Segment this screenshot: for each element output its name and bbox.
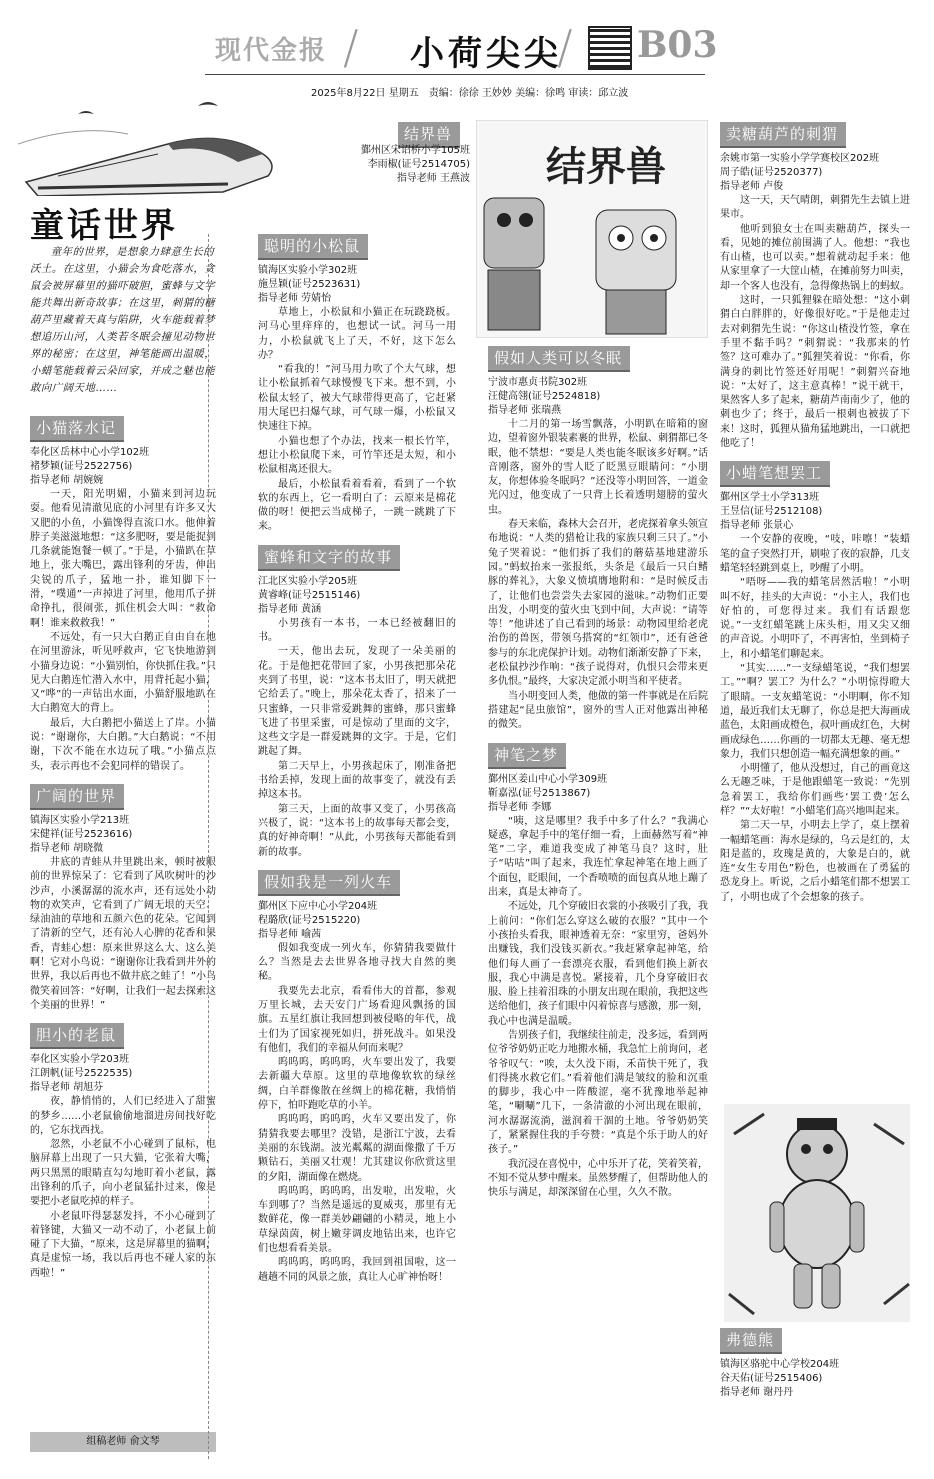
article-a12: [720, 1326, 910, 1400]
article-school: 余姚市第一实验小学学赛校区202班: [720, 153, 880, 164]
article-a9: [488, 741, 708, 1201]
article-paragraph: 最后，小松鼠看着看着，看到了一个软软的东西上，它一看明白了：云原来是棉花做的呀！便把云当成梯子，一跳一跳跳了下来。: [258, 478, 456, 533]
article-school: 镇海区骆驼中心学校204班: [720, 1359, 840, 1370]
article-title: 假如人类可以冬眠: [488, 346, 630, 372]
page-number: B03: [637, 24, 718, 66]
article-paragraph: 小老鼠吓得瑟瑟发抖，不小心碰到了着锋键，大猫又一动不动了，小老鼠上前碰了下大猫，“原来，这是屏幕里的猫啊，真是虚惊一场，我以后再也不碰人家的东西啦！”: [30, 1210, 216, 1279]
divider: /: [343, 20, 359, 74]
column-rule: [208, 234, 210, 1459]
article-title: 结界兽: [398, 122, 460, 148]
article-paragraph: “其实……”一支绿蜡笔说，“我们想罢工。”“啊？罢工？为什么？”小明惊得瞪大了眼睛。一支灰蜡笔说：“小明啊，你不知道，最近我们太无聊了，你总是把大海画成蓝色，太阳画成橙色，叔叶画成红色，大树画成绿色……你画的一切都太无趣、毫无想象力，我们只想创造一幅充满想象的画。”: [720, 663, 910, 760]
bear-drawing: [724, 1104, 910, 1322]
article-school: 奉化区实验小学203班: [30, 1054, 130, 1066]
article-author: 施昱颖(证号2523631): [258, 279, 361, 290]
article-school: 鄞州区学士小学313班: [720, 492, 820, 504]
article-paragraph: 井底的青蛙从井里跳出来，顿时被眼前的世界惊呆了：它看到了风吹树叶的沙沙声，小溪潺潺的流水声，还有远处小动物的欢笑声，它看到了广阔无垠的天空、绿油油的草地和五颜六色的花朵。它闻到了清新的空气，还有沁人心脾的花香和果香，青蛙心想：原来世界这么大、这么美啊！它对小鸟说：“谢谢你让我看到井外的世界，我以后再也不做井底之蛙了！”小鸟微笑着回答：“好啊，让我们一起去探索这个美丽的世界！”: [30, 856, 216, 1011]
article-teacher: 指导老师 卢俊: [720, 181, 784, 192]
article-paragraph: 十二月的第一场雪飘落，小明趴在暗箱的窗边，望着窗外银装素裹的世界，松鼠、刺猬都已冬眠，他不禁想：“要是人类也能冬眠该多好啊。”话音刚落，窗外的雪人眨了眨黑豆眼睛问：“小朋友，你想体验冬眠吗？”还没等小明回答，一道金光闪过，他变成了一只背上长着透明翅膀的萤火虫。: [488, 419, 708, 516]
article-teacher: 指导老师 张景心: [720, 520, 794, 532]
article-author: 谷天佑(证号2515406): [720, 1373, 823, 1384]
article-paragraph: 这时，一只狐狸躲在暗处想：“这小刺猬白白胖胖的，好像很好吃。”于是他走过去对刺猬先生说：“你这山楂没竹签，拿在手里不黏手吗？”刺猬说：“我那来的竹签？这可难办了。”狐狸笑着说：“你看，你满身的刺比竹签还好用呢！”刺猬兴奋地说：“太好了，这主意真棒！”说干就干，果然客人多了起来，糖葫芦南南少了，他的刺也少了；终于，最后一根刺也被拔了下来！这时，狐狸从猫角猛地跳出，一口就把他吃了！: [720, 295, 910, 450]
article-paragraph: 呜呜呜，呜呜呜，出发啦，出发啦，火车到哪了？当然是遥远的夏威夷，那里有无数鲜花，像一群美妙翩翩的小精灵，地上小草绿茵茵，树上嫩芽调皮地钻出来，也许它们也想看看美景。: [258, 1185, 456, 1255]
article-teacher: 指导老师 黄涵: [258, 603, 322, 615]
article-school: 镇海区实验小学302班: [258, 265, 358, 276]
article-teacher: 指导老师 喻茜: [258, 928, 322, 940]
article-teacher: 指导老师 王燕波: [396, 173, 470, 184]
article-author: 靳嘉泓(证号2513867): [488, 787, 591, 799]
article-teacher: 指导老师 胡旭芬: [30, 1082, 104, 1094]
article-a4: [258, 232, 456, 535]
article-a10: [720, 120, 910, 451]
article-paragraph: 第二天早上，小男孩起床了，刚准备把书给丢掉，发现上面的故事变了，就没有丢掉这本书。: [258, 760, 456, 801]
article-paragraph: 呜呜呜，呜呜呜，火车要出发了，我要去新疆大草原。这里的草地像软软的绿丝绸，白羊群像散在丝绸上的棉花糖，我悄悄停下，怕吓跑吃草的小羊。: [258, 1057, 456, 1112]
column-4: [720, 120, 910, 1105]
article-author: 程璐欣(证号2515220): [258, 914, 361, 926]
article-a7-meta: [340, 144, 470, 186]
article-paragraph: “唔呀——我的蜡笔居然活啦！”小明叫不好，挂头的大声说：“小主人，我们也好怕的，可您得过来。我们有话跟您说。”一支红蜡笔跳上床头柜，用又尖又细的声音说。小明吓了，不再害怕，坐到椅子上，和小蜡笔们聊起来。: [720, 577, 910, 660]
article-paragraph: 他听到狼女士在叫卖糖葫芦，探头一看，见她的摊位前围满了人。他想：“我也有山楂，也可以卖。”想着就动起手来：他从家里拿了一大筐山楂，在摊前努力叫卖，却一个客人也没有，急得像热锅上的蚂蚁。: [720, 223, 910, 292]
article-paragraph: 小猫也想了个办法，找来一根长竹竿，想让小松鼠爬下来，可竹竿还是太短，和小松鼠相离还很大。: [258, 435, 456, 476]
dateline: 2025年8月22日 星期五 责编：徐徐 王妙妙 美编：徐鸣 审读：邱立波: [311, 88, 629, 99]
train-illustration: [18, 84, 288, 196]
article-a11: [720, 459, 910, 905]
article-school: 鄞州区姜山中心小学309班: [488, 773, 608, 785]
article-paragraph: 不远处，有一只大白鹅正自由自在地在河里游泳，听见呼救声，它飞快地游到小猫身边说：“小猫别怕，你快抓住我。”只见大白鹅连忙潜入水中，用背托起小猫，又“哗”的一声钻出水面，小猫舒服地趴在大白鹅宽大的背上。: [30, 631, 216, 715]
article-author: 黄睿峰(证号2515146): [258, 589, 361, 601]
article-title: 聪明的小松鼠: [258, 234, 368, 260]
qr-code-icon: [588, 26, 632, 70]
article-paragraph: 当小明变回人类，他做的第一件事就是在后院搭建起“昆虫旅馆”，窗外的雪人正对他露出神秘的微笑。: [488, 690, 708, 731]
monster-drawing: [476, 120, 708, 338]
article-school: 鄞州区下应中心小学204班: [258, 900, 378, 912]
article-title: 蜜蜂和文字的故事: [258, 545, 400, 571]
article-title: 神笔之梦: [488, 743, 566, 769]
article-author: 宋健祥(证号2523616): [30, 828, 133, 840]
article-paragraph: 呜呜呜，呜呜呜，火车又要出发了，你猜猜我要去哪里？没错，是浙江宁波，去看美丽的东钱湖。波光粼粼的湖面像撒了千万颗钻石，美丽又壮观！尤其建议你欣赏这里的夕阳，湖面像在燃烧。: [258, 1114, 456, 1183]
article-school: 镇海区实验小学213班: [30, 814, 130, 826]
article-a2: [30, 782, 216, 1013]
article-paragraph: 一天，阳光明媚，小猫来到河边玩耍。他看见清澈见底的小河里有许多又大又肥的小鱼，小猫馋得直流口水。他伸着脖子美滋滋地想：“这多肥呀，要是能捉到几条就能饱餐一顿了。”于是，小猫趴在草地上，张大嘴巴，露出锋利的牙齿，伸出尖锐的爪子，猛地一扑，谁知脚下一滑，“噗通”一声掉进了河里，他用爪子拼命挣扎，很闹张，抓住机会大叫：“救命啊！谁来救救我！”: [30, 489, 216, 629]
article-author: 江朗帆(证号2522535): [30, 1068, 133, 1080]
art-title-text: 结界兽: [546, 144, 666, 190]
article-title: 小蜡笔想罢工: [720, 461, 830, 487]
article-teacher: 指导老师 劳婧怡: [258, 293, 332, 304]
article-school: 鄞州区宋诏桥小学105班: [360, 145, 470, 156]
article-a1: [30, 414, 216, 774]
article-paragraph: “咦，这是哪里？我手中多了什么？”我满心疑惑，拿起手中的笔仔细一看，上面赫然写着“神笔”二字，难道我变成了神笔马良？这时，肚子“咕咕”叫了起来，我连忙拿起神笔在地上画了个面包，眨眼间，一个香喷喷的面包真从地上蹦了出来，真是太神奇了。: [488, 815, 708, 899]
article-teacher: 指导老师 张瑞燕: [488, 405, 562, 416]
article-paragraph: 呜呜呜，呜呜呜，我回到祖国啦，这一趟趟不同的风景之旅，真让人心旷神怡呀！: [258, 1257, 456, 1283]
column-2: [258, 232, 456, 1464]
article-paragraph: 春天来临，森林大会召开，老虎探着拿头领宣布地说：“人类的猎枪让我的家族只剩三只了。”小兔子哭着说：“他们拆了我们的蘑菇基地建游乐园。”蚂蚁抬来一张报纸，头条是《最后一只白鳍豚的葬礼》，大象义愤填膺地附和：“是时候反击了，让他们也尝尝失去家园的滋味。”动物们正要出发，小明变的萤火虫飞到中间，大声说：“请等等！”他讲述了自己看到的场景：动物园里给老虎治伤的兽医，带领乌搭窝的“红领巾”，还有爸爸参与的东北虎保护计划。动物们渐渐安静了下来，老松鼠抄沙作响：“孩子说得对，仇恨只会带来更多仇恨。”最终，大家决定派小明当和平使者。: [488, 519, 708, 688]
article-author: 周子皓(证号2520377): [720, 167, 823, 178]
article-paragraph: 小明懂了，他从没想过，自己的画竟这么无趣乏味，于是他跟蜡笔一致说：“先别急着罢工，我给你们画些‘罢工费’怎么样？”“太好啦！”小蜡笔们高兴地叫起来。: [720, 763, 910, 817]
article-title: 小猫落水记: [30, 416, 124, 442]
article-title: 弗德熊: [720, 1328, 782, 1354]
divider: /: [557, 20, 573, 74]
article-title: 假如我是一列火车: [258, 870, 400, 896]
article-title: 胆小的老鼠: [30, 1023, 124, 1049]
section-title: 小荷尖尖: [410, 34, 562, 74]
article-author: 汪健高翎(证号2524818): [488, 391, 601, 402]
editor-credit: 组稿老师 俞文琴: [30, 1432, 216, 1452]
brand-logo: 现代金报: [215, 36, 328, 66]
article-school: 宁波市惠贞书院302班: [488, 377, 588, 388]
header-rule: [205, 74, 705, 75]
article-teacher: 指导老师 胡婉婉: [30, 475, 104, 486]
article-paragraph: 第三天，上面的故事又变了，小男孩高兴极了，说：“这本书上的故事每天都会变，真的好神奇啊！”从此，小男孩每天都能看到新的故事。: [258, 803, 456, 858]
feature-intro: 童年的世界，是想象力肆意生长的沃土。在这里，小猫会为食吃落水，贪鼠会被屏幕里的猫吓破胆，蜜蜂与文字能共舞出新奇故事；在这里，刺猬的糖葫芦里藏着天真与陷阱，火车能载着梦想追历山河，人类若冬眠会撞见动物世界的秘密；在这里，神笔能画出温暖，小蜡笔能载着云朵回家，并成之魅也能敢向广阔天地……: [30, 246, 216, 394]
article-paragraph: 一天，他出去玩，发现了一朵美丽的花。于是他把花带回了家，小男孩把那朵花夹到了书里，说：“这本书太旧了，明天就把它给丢了。”晚上，那朵花太香了，招来了一只蜜蜂，一只非常爱跳舞的蜜蜂，那只蜜蜂飞进了书里采蜜，可是惊动了里面的文字，这些文字是一群爱跳舞的文字。于是，它们跳起了舞。: [258, 646, 456, 758]
article-paragraph: “看我的！”河马用力吹了个大气球，想让小松鼠抓着气球慢慢飞下来。想不到，小松鼠太轻了，被大气球带得更高了，它赶紧用大尾巴扫爆气球，可气球一爆，小松鼠又快速往下掉。: [258, 364, 456, 433]
article-author: 王昱信(证号2512108): [720, 506, 823, 518]
article-author: 李雨椒(证号2514705): [367, 159, 470, 170]
article-paragraph: 小男孩有一本书，一本已经被翻旧的书。: [258, 617, 456, 644]
article-teacher: 指导老师 谢丹丹: [720, 1387, 794, 1398]
article-a3: [30, 1021, 216, 1281]
article-a8: [488, 344, 708, 733]
article-a5: [258, 543, 456, 860]
article-paragraph: 一个安静的夜晚，“吱，咔嚓！”装蜡笔的盒子突然打开，刷啦了夜的寂静，几支蜡笔轻轻跳到桌上，吵醒了小明。: [720, 534, 910, 574]
article-paragraph: 告别孩子们，我继续往前走，没多远，看到两位爷爷奶奶正吃力地搬水桶，我急忙上前询问，老爷爷叹气：“唉，太久没下雨，禾苗快干死了，我们得挑水救它们。”看着他们满是皱纹的脸和沉重的脚步，我心中一阵酸涩，毫不犹豫地举起神笔，“唰唰”几下，一条清澈的小河出现在眼前，河水潺潺流淌，滋润着干涸的土地。爷爷奶奶笑了，紧紧握住我的手夸赞：“真是个乐于助人的好孩子。”: [488, 1029, 708, 1156]
article-paragraph: 最后，大白鹅把小猫送上了岸。小猫说：“谢谢你，大白鹅。”大白鹅说：“不用谢，下次不能在水边玩了哦。”小猫点点头，表示再也不会犯同样的错误了。: [30, 717, 216, 772]
article-paragraph: 草地上，小松鼠和小猫正在玩跷跷板。河马心里痒痒的，也想试一试。河马一用力，小松鼠就飞上了天，不好，这下怎么办？: [258, 307, 456, 361]
column-1: [30, 414, 216, 1426]
article-paragraph: 这一天，天气晴朗，刺猬先生去镇上进果市。: [720, 195, 910, 221]
article-teacher: 指导老师 胡晓微: [30, 842, 104, 854]
feature-title: 童话世界: [30, 206, 178, 246]
article-paragraph: 我要先去北京，看看伟大的首都，参观万里长城，去天安门广场看迎风飘扬的国旗。五星红旗让我回想到被侵略的年代，战士们为了国家视死如归，拼死战斗。如果没有他们，我们的幸福从何而来呢？: [258, 985, 456, 1054]
article-paragraph: 忽然，小老鼠不小心碰到了鼠标，电脑屏幕上出现了一只大猫，它张着大嘴，两只黑黑的眼睛直勾勾地盯着小老鼠，露出锋利的爪子，向小老鼠猛扑过来，像是要把小老鼠吃掉的样子。: [30, 1139, 216, 1208]
article-title: 广阔的世界: [30, 784, 124, 810]
article-paragraph: 不远处，几个穿破旧衣裳的小孩吸引了我，我上前问：“你们怎么穿这么破的衣服？”其中一个小孩抬头看我，眼神透着无奈：“家里穷，爸妈外出赚钱，我们没钱买新衣。”我赶紧拿起神笔，给他们每人画了一套漂亮衣服，看到他们换上新衣服，我心中满是喜悦。紧接着，几个身穿破旧衣服、脸上挂着泪珠的小朋友出现在眼前，我把这些送给他们，孩子们眼中闪着惊喜与感激，那一刻，我心中也满是温暖。: [488, 901, 708, 1027]
article-school: 江北区实验小学205班: [258, 575, 358, 587]
article-paragraph: 第二天一早，小明去上学了，桌上摆着一幅蜡笔画：海水是绿的，乌云是红的，太阳是蓝的，玫瑰是黄的，大象是白的，就连“女生专用色”粉色，也被画在了勇猛的恐龙身上。听说，之后小蜡笔们都不想罢工了，小明也成了个会想象的孩子。: [720, 820, 910, 903]
article-title: 卖糖葫芦的刺猬: [720, 122, 846, 148]
article-paragraph: 夜，静悄悄的，人们已经进入了甜蜜的梦乡……小老鼠偷偷地溜进房间找好吃的，它东找西找。: [30, 1096, 216, 1136]
page-header: [205, 20, 925, 74]
article-author: 褚梦颖(证号2522756): [30, 461, 133, 472]
article-paragraph: 假如我变成一列火车，你猜猜我要做什么？当然是去去世界各地寻找大自然的奥秘。: [258, 942, 456, 983]
article-teacher: 指导老师 李娜: [488, 801, 552, 813]
article-a6: [258, 868, 456, 1285]
article-paragraph: 我沉浸在喜悦中，心中乐开了花，笑着笑着，不知不觉从梦中醒来。虽然梦醒了，但帮助他人的快乐与满足，却深深留在心里，久久不散。: [488, 1158, 708, 1199]
article-school: 奉化区岳林中心小学102班: [30, 447, 150, 458]
column-3: [488, 344, 708, 1464]
